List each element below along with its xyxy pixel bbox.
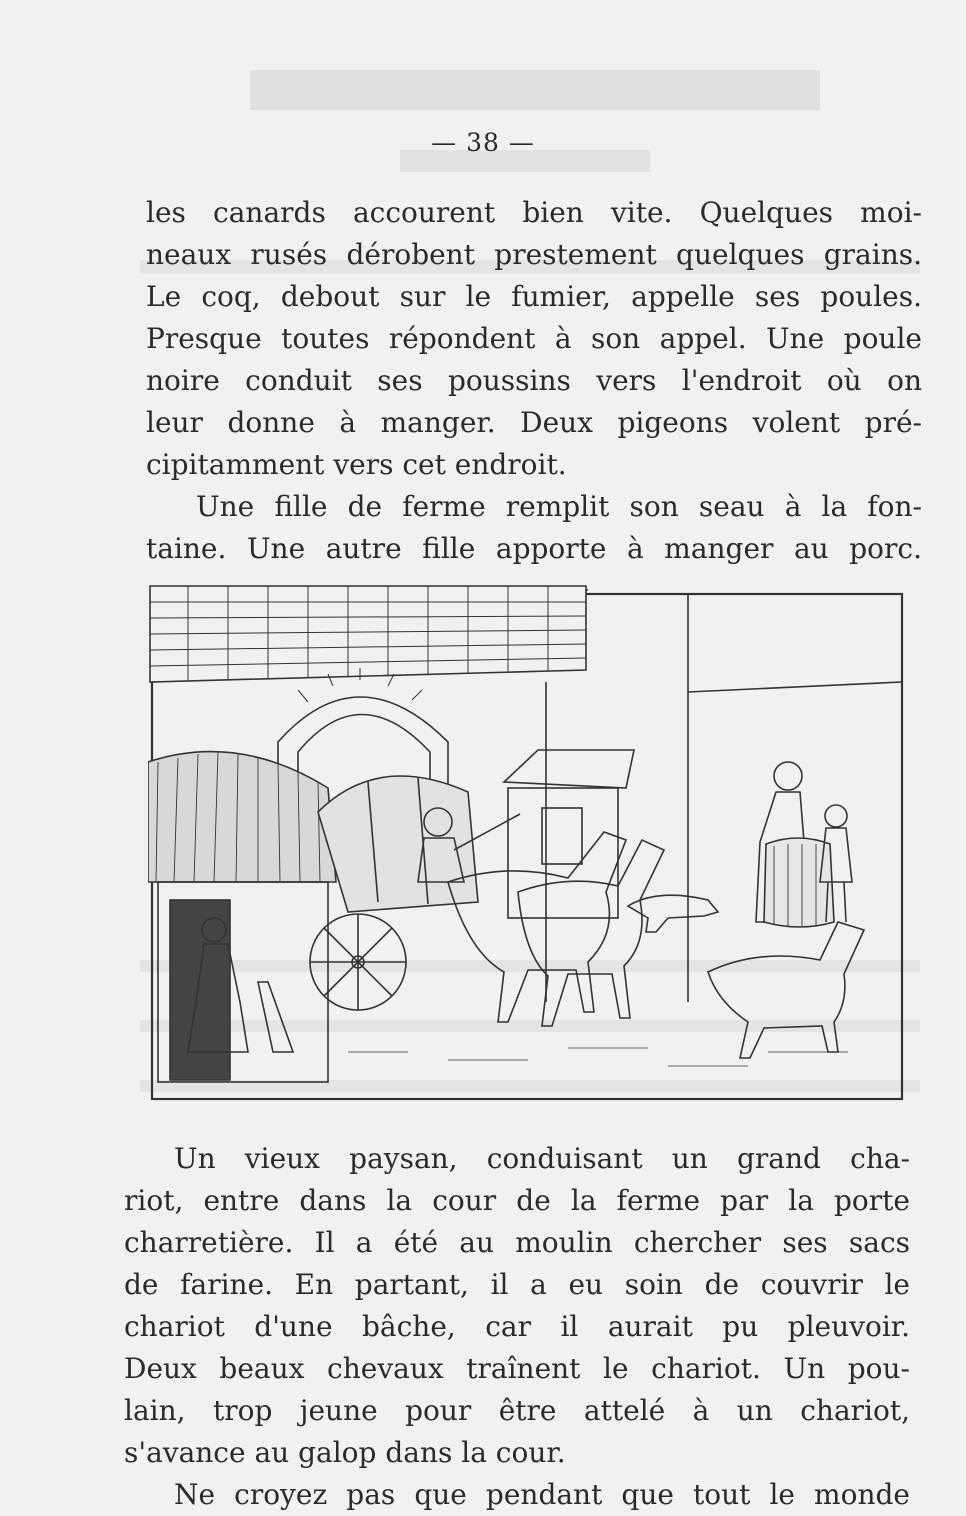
page-number: — 38 —	[431, 128, 535, 157]
paragraph-continuation	[124, 1474, 910, 1516]
paragraph-ducks-and-birds	[146, 192, 922, 486]
paragraph-farm-girls	[146, 486, 922, 570]
text-line: riot, entre dans la cour de la ferme par la porte	[124, 1184, 910, 1217]
text-line: les canards accourent bien vite. Quelques moi-	[146, 196, 922, 229]
farmyard-engraving	[148, 582, 906, 1104]
text-line: Deux beaux chevaux traînent le chariot. Un pou-	[124, 1352, 910, 1385]
bottom-text-block	[124, 1138, 910, 1516]
text-line: neaux rusés dérobent prestement quelques grains.	[146, 238, 922, 271]
top-text-block	[146, 192, 922, 570]
text-line: Le coq, debout sur le fumier, appelle ses poules.	[146, 280, 922, 313]
text-line: noire conduit ses poussins vers l'endroit où on	[146, 364, 922, 397]
text-line: charretière. Il a été au moulin chercher ses sacs	[124, 1226, 910, 1259]
farmyard-illustration	[148, 582, 906, 1104]
text-line: s'avance au galop dans la cour.	[124, 1436, 566, 1469]
text-line: Ne croyez pas que pendant que tout le monde	[174, 1478, 910, 1511]
paragraph-old-peasant	[124, 1138, 910, 1474]
text-line: Une fille de ferme remplit son seau à la fon-	[196, 490, 922, 523]
text-line: Presque toutes répondent à son appel. Une poule	[146, 322, 922, 355]
text-line: de farine. En partant, il a eu soin de couvrir le	[124, 1268, 910, 1301]
text-line: lain, trop jeune pour être attelé à un chariot,	[124, 1394, 910, 1427]
text-line: chariot d'une bâche, car il aurait pu pleuvoir.	[124, 1310, 910, 1343]
text-line: Un vieux paysan, conduisant un grand cha-	[174, 1142, 910, 1175]
text-line: leur donne à manger. Deux pigeons volent pré-	[146, 406, 922, 439]
text-line: taine. Une autre fille apporte à manger au porc.	[146, 532, 922, 565]
text-line: cipitamment vers cet endroit.	[146, 448, 567, 481]
